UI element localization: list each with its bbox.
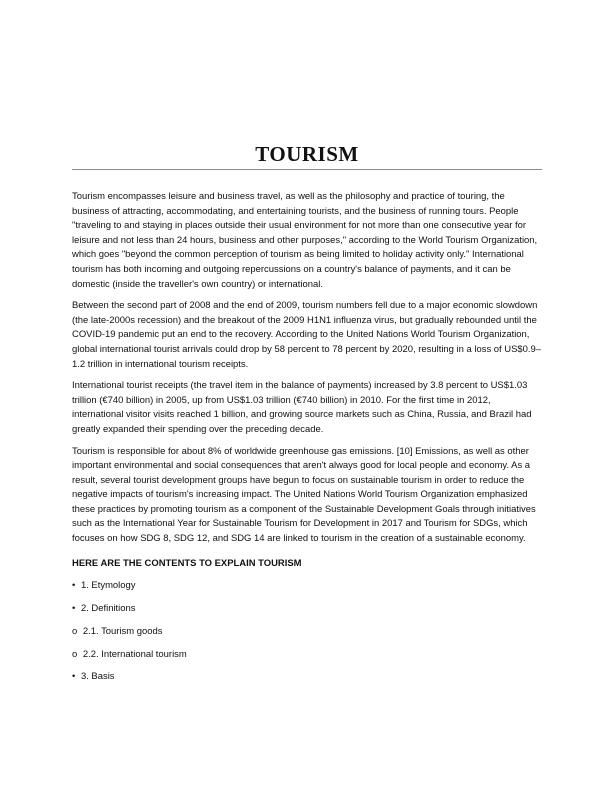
bullet-marker: • <box>72 603 76 615</box>
bullet-marker: • <box>72 580 76 592</box>
list-item <box>72 602 542 617</box>
bullet-marker: • <box>72 671 76 683</box>
list-item-label: 1. Etymology <box>80 580 136 592</box>
sub-bullet-marker: o <box>72 625 78 637</box>
paragraph: International tourist receipts (the travel item in the balance of payments) increased by 3.8 percent to US$1.03 trillion (€740 billion) in 2005, up from US$1.03 trillion (€740 billion) in 2010. For the first time in 2012, international visitor visits reached 1 billion, and growing source markets such as China, Russia, and Brazil had greatly expanded their spending over the preceding decade. <box>72 380 532 435</box>
sub-bullet-marker: o <box>72 648 78 660</box>
list-item <box>72 625 542 640</box>
contents-heading: HERE ARE THE CONTENTS TO EXPLAIN TOURISM <box>72 557 302 569</box>
page-title: TOURISM <box>255 142 359 166</box>
paragraph: Tourism encompasses leisure and business travel, as well as the philosophy and practice of touring, the business of attracting, accommodating, and entertaining tourists, and the business of running tours. People "traveling to and staying in places outside their usual environment for not more than one consecutive year for leisure and not less than 24 hours, business and other purposes," according to the World Tourism Organization, which goes "beyond the common perception of tourism as being limited to holiday activity only." International tourism has both incoming and outgoing repercussions on a country's balance of payments, and it can be domestic (inside the traveller's own country) or international. <box>72 191 538 290</box>
list-item <box>72 670 542 685</box>
contents-list <box>72 579 542 685</box>
document-body <box>72 190 542 693</box>
list-item-label: 3. Basis <box>80 671 115 683</box>
list-item-label: 2.2. International tourism <box>82 648 187 660</box>
list-item-label: 2. Definitions <box>80 603 136 615</box>
paragraph: Between the second part of 2008 and the end of 2009, tourism numbers fell due to a major economic slowdown (the late-2000s recession) and the breakout of the 2009 H1N1 influenza virus, but gradually rebounded until the COVID-19 pandemic put an end to the recovery. According to the United Nations World Tourism Organization, global international tourist arrivals could drop by 58 percent to 78 percent by 2020, resulting in a loss of US$0.9–1.2 trillion in international tourism receipts. <box>72 300 542 370</box>
list-item <box>72 579 542 594</box>
title-block <box>72 142 542 170</box>
paragraph: Tourism is responsible for about 8% of worldwide greenhouse gas emissions. [10] Emissions, as well as other important environmental and social consequences that aren't always good for local people and economy. As a result, several tourist development groups have begun to focus on sustainable tourism in order to reduce the negative impacts of tourism's increasing impact. The United Nations World Tourism Organization emphasized these practices by promoting tourism as a component of the Sustainable Development Goals through initiatives such as the International Year for Sustainable Tourism for Development in 2017 and Tourism for SDGs, which focuses on how SDG 8, SDG 12, and SDG 14 are linked to tourism in the creation of a sustainable economy. <box>72 445 536 545</box>
list-item <box>72 648 542 663</box>
list-item-label: 2.1. Tourism goods <box>82 625 163 637</box>
